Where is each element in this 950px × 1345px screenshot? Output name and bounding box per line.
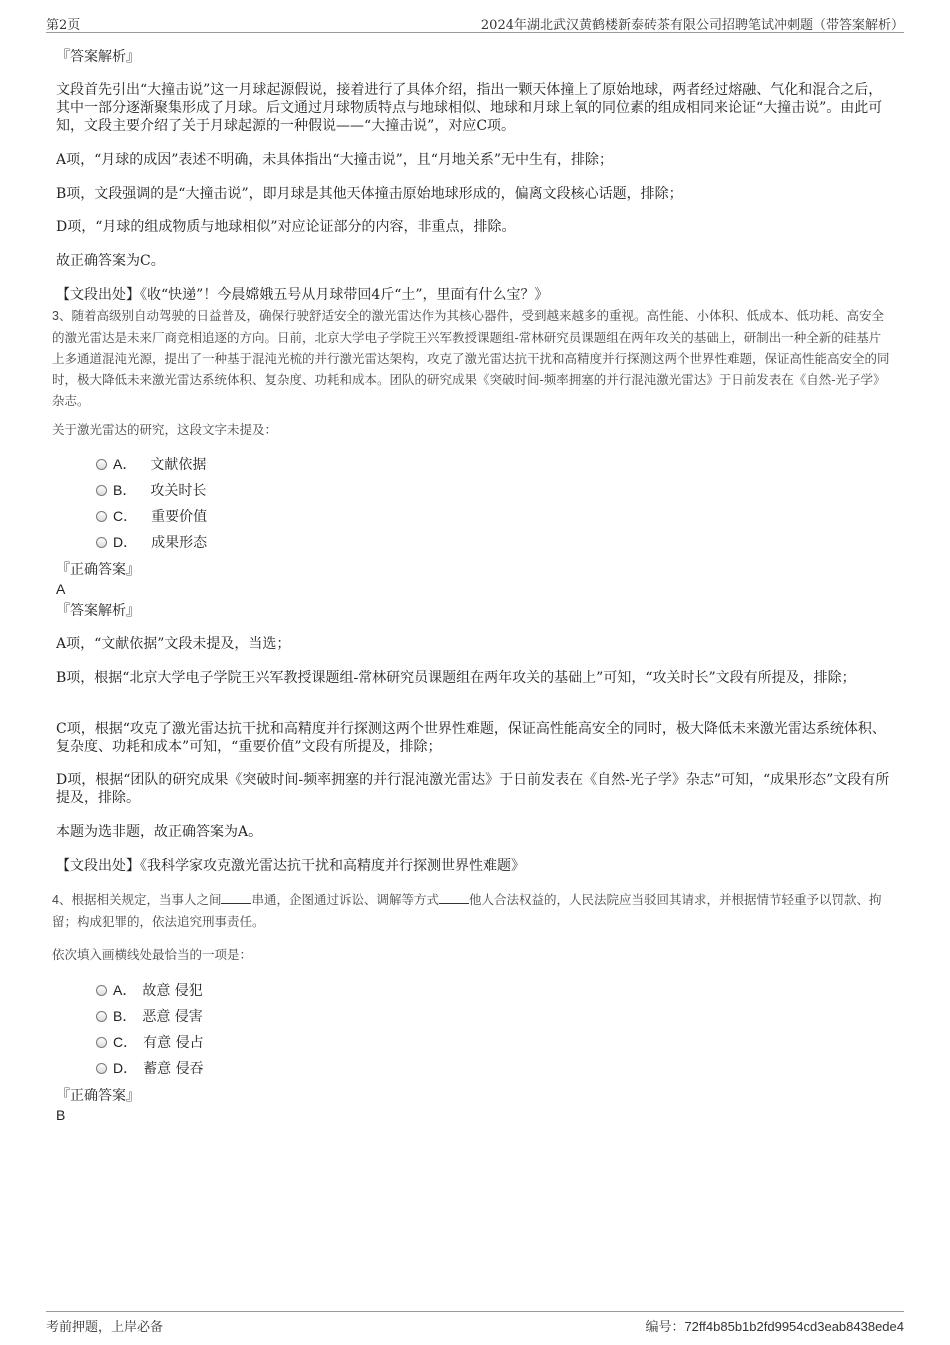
q3-stem-text: 随着高级别自动驾驶的日益普及，确保行驶舒适安全的激光雷达作为其核心器件，受到越来越多的重视。高性能、小体积、低成本、低功耗、高安全的激光雷达是未来厂商竞相追逐的方向。日前，北京大学电子学院王兴军教授课题组-常林研究员课题组在两年攻关的基础上，研制出一种全新的硅基片上多通道混沌光源，提出了一种基于混沌光梳的并行激光雷达架构，攻克了激光雷达抗干扰和高精度并行探测这两个世界性难题，保证高性能高安全的同时，极大降低未来激光雷达系统体积、复杂度、功耗和成本。团队的研究成果《突破时间-频率拥塞的并行混沌激光雷达》于日前发表在《自然-光子学》杂志。 — [52, 308, 890, 408]
q3-option-a[interactable]: A． 文献依据 — [96, 454, 206, 474]
q3-option-c[interactable]: C． 重要价值 — [96, 506, 207, 526]
q3-question: 关于激光雷达的研究，这段文字未提及： — [52, 422, 278, 437]
q3-analysis-c: C项，根据“攻克了激光雷达抗干扰和高精度并行探测这两个世界性难题，保证高性能高安全的同时，极大降低未来激光雷达系统体积、复杂度、功耗和成本”可知，“重要价值”文段有所提及，排除； — [56, 721, 886, 755]
q2-conclusion: 故正确答案为C。 — [56, 253, 165, 269]
q4-stem: 4、根据相关规定，当事人之间 串通，企图通过诉讼、调解等方式 他人合法权益的，人民法院应当驳回其请求，并根据情节轻重予以罚款、拘留；构成犯罪的，依法追究刑事责任。 — [52, 892, 882, 929]
q3-answer: A — [56, 581, 66, 597]
q2-analysis-label: 『答案解析』 — [56, 49, 140, 65]
radio-icon[interactable] — [96, 537, 107, 548]
page-header — [46, 10, 904, 33]
q2-analysis-main: 文段首先引出“大撞击说”这一月球起源假说，接着进行了具体介绍，指出一颗天体撞上了原始地球，两者经过熔融、气化和混合之后，其中一部分逐渐聚集形成了月球。后文通过月球物质特点与地球相似、地球和月球上氧的同位素的组成相同来论证“大撞击说”。由此可知，文段主要介绍了关于月球起源的一种假说——“大撞击说”，对应C项。 — [56, 82, 883, 134]
radio-icon[interactable] — [96, 485, 107, 496]
radio-icon[interactable] — [96, 459, 107, 470]
radio-icon[interactable] — [96, 1063, 107, 1074]
q4-option-d[interactable]: D． 蓄意 侵吞 — [96, 1058, 204, 1078]
radio-icon[interactable] — [96, 985, 107, 996]
q4-option-c[interactable]: C． 有意 侵占 — [96, 1032, 204, 1052]
page-footer — [46, 1311, 904, 1336]
document-code — [645, 1316, 904, 1335]
q4-option-b[interactable]: B． 恶意 侵害 — [96, 1006, 203, 1026]
q3-analysis-b: B项，根据“北京大学电子学院王兴军教授课题组-常林研究员课题组在两年攻关的基础上”可知，“攻关时长”文段有所提及，排除； — [56, 670, 856, 686]
q3-analysis-a: A项，“文献依据”文段未提及，当选； — [56, 636, 291, 652]
q4-answer-label: 『正确答案』 — [56, 1088, 140, 1104]
q3-option-b[interactable]: B． 攻关时长 — [96, 480, 206, 500]
q3-stem — [52, 305, 892, 411]
fill-blank-1 — [221, 891, 251, 904]
code-label: 编号： — [645, 1320, 685, 1335]
q2-source: 【文段出处】《收“快递”！今晨嫦娥五号从月球带回4斤“土”，里面有什么宝？》 — [56, 287, 549, 303]
q2-analysis-a: A项，“月球的成因”表述不明确，未具体指出“大撞击说”，且“月地关系”无中生有，排除； — [56, 152, 614, 168]
radio-icon[interactable] — [96, 1037, 107, 1048]
document-title: 2024年湖北武汉黄鹤楼新泰砖茶有限公司招聘笔试冲刺题（带答案解析） — [480, 18, 904, 33]
q3-answer-label: 『正确答案』 — [56, 562, 140, 578]
q4-number: 4、 — [52, 893, 72, 907]
q3-number: 3、 — [52, 309, 72, 323]
q4-answer: B — [56, 1107, 66, 1123]
q3-option-d[interactable]: D． 成果形态 — [96, 532, 207, 552]
footer-slogan: 考前押题，上岸必备 — [46, 1320, 164, 1335]
q3-analysis-d: D项，根据“团队的研究成果《突破时间-频率拥塞的并行混沌激光雷达》于日前发表在《自然-光子学》杂志”可知，“成果形态”文段有所提及，排除。 — [56, 772, 890, 806]
radio-icon[interactable] — [96, 511, 107, 522]
q2-analysis-b: B项，文段强调的是“大撞击说”，即月球是其他天体撞击原始地球形成的，偏离文段核心话题，排除； — [56, 186, 683, 202]
q3-analysis-label: 『答案解析』 — [56, 603, 140, 619]
q2-analysis-d: D项，“月球的组成物质与地球相似”对应论证部分的内容，非重点，排除。 — [56, 219, 516, 235]
q3-source: 【文段出处】《我科学家攻克激光雷达抗干扰和高精度并行探测世界性难题》 — [56, 858, 525, 874]
q3-conclusion: 本题为选非题，故正确答案为A。 — [56, 824, 263, 840]
code-value: 72ff4b85b1b2fd9954cd3eab8438ede4 — [684, 1319, 904, 1334]
page-number: 第2页 — [46, 18, 81, 33]
fill-blank-2 — [439, 891, 469, 904]
radio-icon[interactable] — [96, 1011, 107, 1022]
q4-question: 依次填入画横线处最恰当的一项是： — [52, 947, 253, 962]
q4-option-a[interactable]: A． 故意 侵犯 — [96, 980, 203, 1000]
